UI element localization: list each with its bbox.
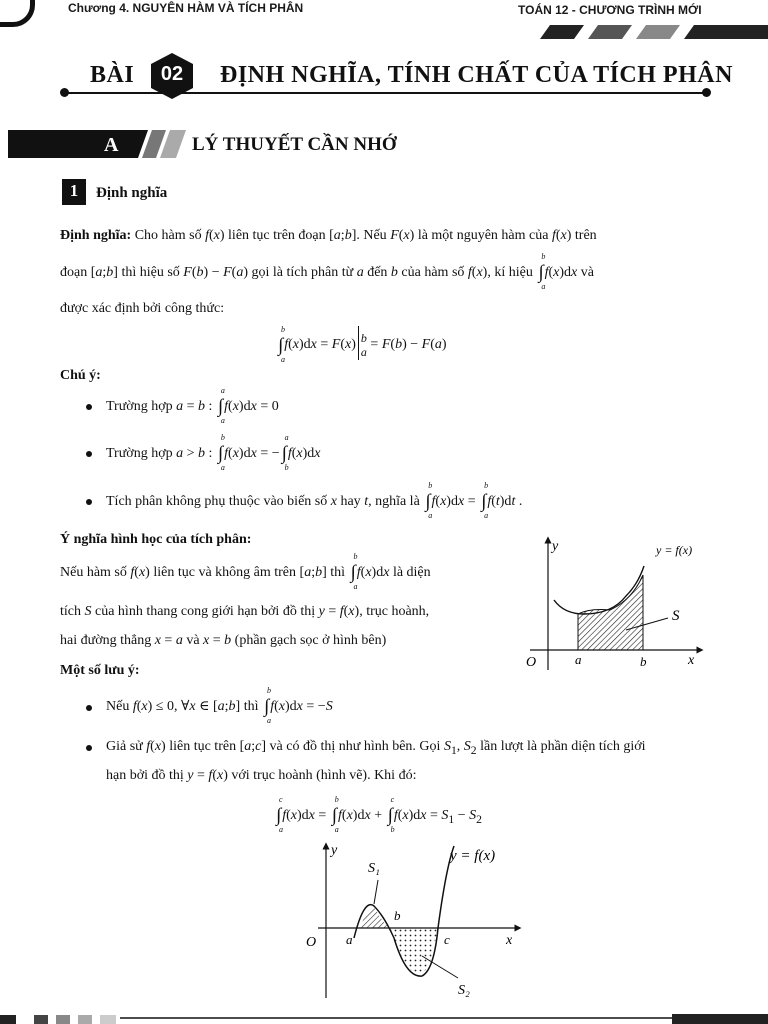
remark-item-2-line-1: Giả sử f(x) liên tục trên [a;c] và có đồ thị như hình bên. Gọi $S_1$, $S_2$ lần lượt là phần diện tích giới xyxy=(106,739,646,757)
integral-sign: ∫ b a xyxy=(350,552,358,592)
section-a-banner xyxy=(8,130,186,160)
x-label: x xyxy=(506,933,513,948)
text: Trường hợp xyxy=(106,399,173,414)
s1-leader xyxy=(374,880,378,904)
text: thì xyxy=(330,565,346,580)
title-rule-left-dot xyxy=(60,88,69,97)
text: hạn bởi đồ thị xyxy=(106,768,184,783)
title-rule-right-dot xyxy=(702,88,711,97)
a-label: a xyxy=(346,932,353,947)
text: , kí hiệu xyxy=(487,265,533,280)
remark-item-2-line-2: hạn bởi đồ thị y = f(x) với trục hoành (hình vẽ). Khi đó: xyxy=(106,768,417,783)
text: Trường hợp xyxy=(106,446,173,461)
integral-sign: ∫ a b xyxy=(281,433,289,473)
text: và có đồ thị như hình bên. Gọi xyxy=(269,739,441,754)
integral-sign: ∫ b a xyxy=(425,481,433,521)
text: của hình thang cong giới hạn bởi đồ thị xyxy=(95,604,316,619)
footer-bar xyxy=(0,1012,768,1024)
subsection-1-number: 1 xyxy=(69,181,79,200)
text: thì hiệu số xyxy=(121,265,180,280)
section-a-title: LÝ THUYẾT CẦN NHỚ xyxy=(192,134,397,155)
text: và xyxy=(580,265,594,280)
text: liên tục và không âm trên xyxy=(153,565,297,580)
text: là một nguyên hàm của xyxy=(417,228,549,243)
notes-label: Chú ý: xyxy=(60,368,101,383)
integral-sign: ∫ b a xyxy=(278,324,285,364)
text: , nghĩa là xyxy=(368,494,420,509)
text: gọi là tích phân từ xyxy=(251,265,354,280)
definition-label: Định nghĩa: xyxy=(60,228,132,243)
origin-label: O xyxy=(526,655,537,670)
note-item-2: Trường hợp a > b : ∫ b a f(x)dx = − ∫ a b f(x)dx xyxy=(106,433,321,473)
figure-area-under-curve xyxy=(520,530,710,675)
text: Tích phân không phụ thuộc vào biến số xyxy=(106,494,328,509)
integral-sign: ∫ c b xyxy=(387,795,395,835)
lesson-number: 02 xyxy=(160,63,184,85)
section-a-letter: A xyxy=(104,134,119,156)
text: lần lượt là phần diện tích giới xyxy=(480,739,646,754)
c-label: c xyxy=(444,932,450,947)
text: đến xyxy=(367,265,388,280)
b-label: b xyxy=(640,654,647,669)
text: thì xyxy=(243,699,259,714)
math: f xyxy=(205,228,209,243)
bullet xyxy=(86,499,92,505)
text: Cho hàm số xyxy=(134,228,202,243)
x-label: x xyxy=(688,653,695,668)
curve-label: y = f(x) xyxy=(656,543,693,557)
integral-sign: ∫ a a xyxy=(217,386,225,426)
text: Nếu hàm số xyxy=(60,565,127,580)
s2-label: S₂ xyxy=(458,983,470,998)
definition-line-2: đoạn [a;b] thì hiệu số F(b) − F(a) gọi là tích phân từ a đến b của hàm số f(x), kí hiệu ∫ b a f(x)dx và xyxy=(60,252,594,292)
text: Giả sử xyxy=(106,739,143,754)
split-integral-formula: ∫ c a f(x)dx = ∫ b a f(x)dx + ∫ c b $f(x)dx = S_1 - S_2$ xyxy=(276,795,482,835)
definition-formula: ∫ b a f(x)dx = F(x) b a = F(b) − F(a) xyxy=(278,324,447,364)
header-stripes xyxy=(540,21,768,41)
text: liên tục trên xyxy=(169,739,237,754)
geometry-line-3: hai đường thẳng x = a và x = b (phần gạch sọc ở hình bên) xyxy=(60,633,387,648)
remark-item-1: Nếu f(x) ≤ 0, ∀x ∈ [a;b] thì ∫ b a f(x)dx = −S xyxy=(106,686,333,726)
y-label: y xyxy=(331,843,338,858)
text: , trục hoành, xyxy=(359,604,430,619)
y-label: y xyxy=(552,539,559,554)
bullet xyxy=(86,745,92,751)
note-item-1: Trường hợp a = b : ∫ a a f(x)dx = 0 xyxy=(106,386,279,426)
text: liên tục trên đoạn xyxy=(228,228,326,243)
geometry-heading: Ý nghĩa hình học của tích phân: xyxy=(60,532,252,547)
area-s2 xyxy=(390,928,438,973)
a-label: a xyxy=(575,652,582,667)
geometry-line-1: Nếu hàm số f(x) liên tục và không âm trên [a;b] thì ∫ b a f(x)dx là diện xyxy=(60,552,431,592)
definition-line-1: Định nghĩa: Cho hàm số f(x) liên tục trên đoạn [a;b]. Nếu F(x) là một nguyên hàm của f(x) trên xyxy=(60,228,597,243)
bullet xyxy=(86,705,92,711)
text: hai đường thẳng xyxy=(60,633,152,648)
text: Nếu xyxy=(106,699,130,714)
text: . Nếu xyxy=(356,228,387,243)
text: và xyxy=(186,633,200,648)
definition-line-3: được xác định bởi công thức: xyxy=(60,301,225,316)
s1-label: S₁ xyxy=(368,861,380,876)
geometry-line-2: tích S của hình thang cong giới hạn bởi đồ thị y = f(x), trục hoành, xyxy=(60,604,430,619)
course-header: TOÁN 12 - CHƯƠNG TRÌNH MỚI xyxy=(518,3,702,17)
lesson-prefix: BÀI xyxy=(90,62,135,88)
integral-sign: ∫ b a xyxy=(538,252,546,292)
text: (phần gạch sọc ở hình bên) xyxy=(234,633,387,648)
integral-sign: ∫ b a xyxy=(331,795,339,835)
text: hay xyxy=(340,494,361,509)
curve-label: y = f(x) xyxy=(450,848,496,864)
integral-sign: ∫ b a xyxy=(217,433,225,473)
text: của hàm số xyxy=(401,265,465,280)
bullet xyxy=(86,404,92,410)
area-label: S xyxy=(672,608,680,624)
text: với trục hoành (hình vẽ). Khi đó: xyxy=(231,768,417,783)
text: là diện xyxy=(392,565,431,580)
integral-sign: ∫ c a xyxy=(276,795,283,835)
origin-label: O xyxy=(306,935,317,950)
b-label: b xyxy=(394,908,401,923)
text: trên xyxy=(574,228,597,243)
lesson-title: ĐỊNH NGHĨA, TÍNH CHẤT CỦA TÍCH PHÂN xyxy=(220,62,733,88)
subsection-1-title: Định nghĩa xyxy=(96,185,168,201)
text: đoạn xyxy=(60,265,88,280)
remarks-heading: Một số lưu ý: xyxy=(60,663,140,678)
chapter-header: Chương 4. NGUYÊN HÀM VÀ TÍCH PHÂN xyxy=(68,1,304,15)
figure-signed-areas xyxy=(298,838,528,1000)
note-item-3: Tích phân không phụ thuộc vào biến số x hay t, nghĩa là ∫ b a f(x)dx = ∫ b a f(t)dt . xyxy=(106,481,523,521)
header-logo-arc xyxy=(0,0,35,27)
integral-sign: ∫ b a xyxy=(264,686,271,726)
bullet xyxy=(86,451,92,457)
integral-sign: ∫ b a xyxy=(481,481,489,521)
text: tích xyxy=(60,604,81,619)
